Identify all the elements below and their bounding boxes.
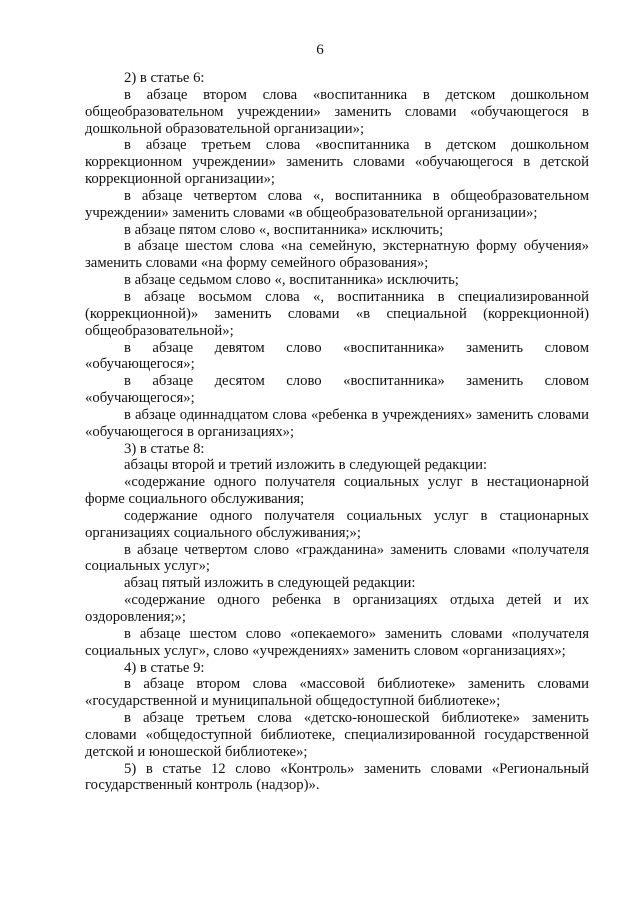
document-body: [85, 70, 589, 794]
paragraph: абзац пятый изложить в следующей редакции:: [124, 575, 416, 592]
paragraph: в абзаце третьем слова «воспитанника в детском дошкольном коррекционном учреждении» заменить словами «обучающегося в детской коррекционной организации»;: [85, 137, 589, 188]
paragraph: в абзаце четвертом слова «, воспитанника в общеобразовательном учреждении» заменить словами «в общеобразовательной организации»;: [85, 187, 589, 221]
page-number: 6: [316, 42, 324, 58]
paragraph: в абзаце девятом слово «воспитанника» заменить словом «обучающегося»;: [85, 339, 589, 373]
paragraph-article-8: 3) в статье 8:: [124, 440, 205, 457]
paragraph: в абзаце пятом слово «, воспитанника» исключить;: [124, 221, 444, 238]
paragraph: в абзаце втором слова «воспитанника в детском дошкольном общеобразовательном учреждении» заменить словами «обучающегося в дошкольной образовательной организации»;: [85, 86, 589, 137]
paragraph-article-6: 2) в статье 6:: [124, 70, 205, 86]
paragraph: в абзаце одиннадцатом слова «ребенка в учреждениях» заменить словами «обучающегося в организациях»;: [85, 406, 589, 440]
paragraph: абзацы второй и третий изложить в следующей редакции:: [124, 457, 488, 474]
paragraph: в абзаце восьмом слова «, воспитанника в специализированной (коррекционной)» заменить словами «в специальной (коррекционной) общеобразовательной»;: [85, 288, 589, 339]
paragraph: содержание одного получателя социальных услуг в стационарных организациях социального обслуживания;»;: [85, 507, 589, 541]
paragraph-article-12: 5) в статье 12 слово «Контроль» заменить словами «Региональный государственный контроль (надзор)».: [85, 760, 589, 794]
paragraph: «содержание одного получателя социальных услуг в нестационарной форме социального обслуживания;: [85, 474, 589, 508]
paragraph: в абзаце четвертом слово «гражданина» заменить словами «получателя социальных услуг»;: [85, 541, 589, 575]
paragraph: в абзаце шестом слова «на семейную, экстернатную форму обучения» заменить словами «на форму семейного образования»;: [85, 238, 589, 272]
paragraph: в абзаце седьмом слово «, воспитанника» исключить;: [124, 272, 459, 289]
paragraph: в абзаце десятом слово «воспитанника» заменить словом «обучающегося»;: [85, 373, 589, 407]
paragraph: «содержание одного ребенка в организациях отдыха детей и их оздоровления;»;: [85, 592, 589, 625]
paragraph-article-9: 4) в статье 9:: [124, 659, 205, 676]
paragraph: в абзаце втором слова «массовой библиотеке» заменить словами «государственной и муниципальной общедоступной библиотеке»;: [85, 676, 589, 710]
paragraph: в абзаце шестом слово «опекаемого» заменить словами «получателя социальных услуг», слово «учреждениях» заменить словом «организациях»;: [85, 625, 589, 659]
paragraph: в абзаце третьем слова «детско-юношеской библиотеке» заменить словами «общедоступной библиотеке, специализированной государственной детской и юношеской библиотеке»;: [85, 710, 589, 760]
